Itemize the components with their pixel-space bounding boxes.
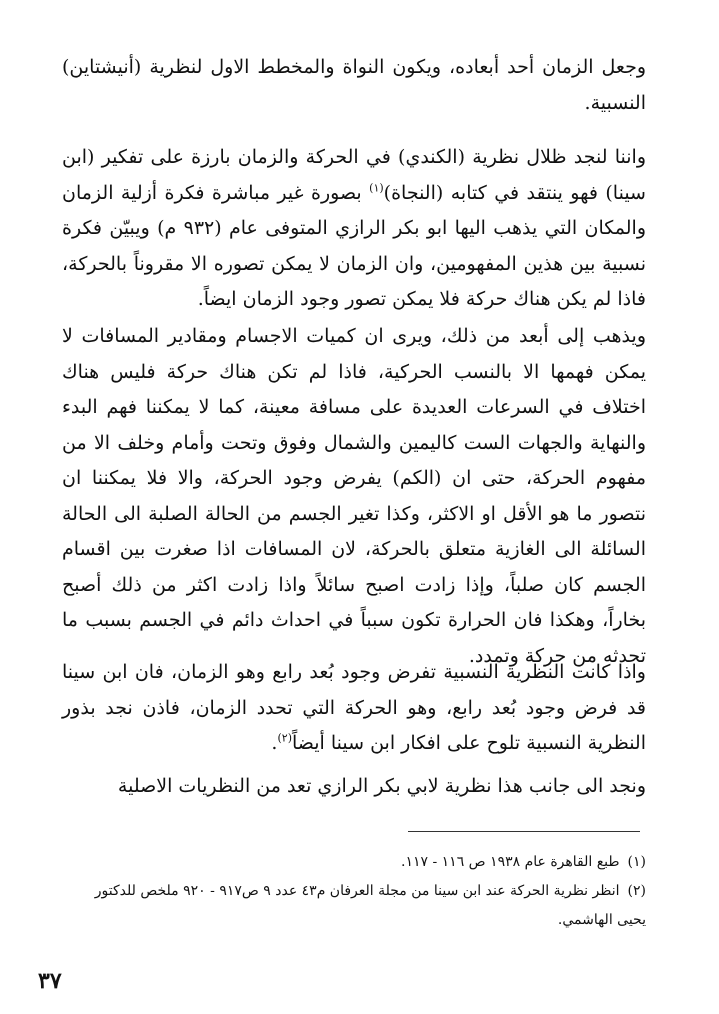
paragraph-4-text-start: واذا كانت النظرية النسبية تفرض وجود بُعد رابع وهو الزمان، فان ابن سينا قد فرض وجود بُعد رابع، وهو الحركة التي تحدد الزمان، فاذن نجد بذور النظرية النسبية تلوح على افكار ابن سينا أيضاً — [62, 661, 646, 754]
paragraph-2-text-start: واننا لنجد ظلال نظرية (الكندي) في الحركة والزمان بارزة على تفكير (ابن سينا) فهو ينتقد في كتابه (النجاة) — [62, 146, 646, 204]
paragraph-2-text-end: بصورة غير مباشرة فكرة أزلية الزمان والمكان التي يذهب اليها ابو بكر الرازي المتوفى عام (٩٣٢ م) ويبيّن فكرة نسبية بين هذين المفهومين، وان الزمان لا يمكن تصوره الا مقروناً بالحركة، فاذا لم يكن هناك حركة فلا يمكن تصور وجود الزمان ايضاً. — [62, 181, 647, 310]
footnote-1-text: طبع القاهرة عام ١٩٣٨ ص ١١٦ - ١١٧. — [401, 854, 620, 870]
paragraph-1 — [62, 50, 646, 121]
paragraph-4-text-end: . — [271, 732, 278, 754]
footnote-1-number: (١) — [627, 854, 646, 870]
footnote-1 — [62, 848, 646, 877]
paragraph-4 — [62, 655, 646, 762]
page-number: ٣٧ — [38, 968, 62, 994]
footnote-2-number: (٢) — [627, 883, 646, 899]
paragraph-1-text: وجعل الزمان أحد أبعاده، ويكون النواة والمخطط الاول لنظرية (أنيشتاين) النسبية. — [62, 56, 646, 114]
paragraph-3-text: ويذهب إلى أبعد من ذلك، ويرى ان كميات الاجسام ومقادير المسافات لا يمكن فهمها الا بالنسب الحركية، فاذا لم تكن هناك حركة فليس هناك اختلاف في السرعات العديدة على مسافة معينة، كما لا يمكننا فهم البدء والنهاية والجهات الست كاليمين والشمال وفوق وتحت وأمام وخلف الا من مفهوم الحركة، حتى ان (الكم) يفرض وجود الحركة، والا فلا يمكننا ان نتصور ما هو الأقل او الاكثر، وكذا تغير الجسم من الحالة الصلبة الى الحالة السائلة الى الغازية متعلق بالحركة، لان المسافات اذا صغرت بين اقسام الجسم كان صلباً، وإذا زادت اصبح سائلاً واذا زادت اكثر من ذلك أصبح بخاراً، وهكذا فان الحرارة تكون سبباً في احداث دائم في الجسم بسبب ما تحدثه من حركة وتمدد. — [62, 325, 646, 667]
footnote-ref-2: (٢) — [277, 731, 292, 745]
footnote-divider — [408, 831, 640, 832]
footnote-2 — [62, 877, 646, 935]
paragraph-3 — [62, 319, 646, 674]
paragraph-5 — [62, 769, 646, 805]
footnote-2-text: انظر نظرية الحركة عند ابن سينا من مجلة العرفان م٤٣ عدد ٩ ص٩١٧ - ٩٢٠ ملخص للدكتور يحيى الهاشمي. — [94, 883, 646, 928]
paragraph-2 — [62, 140, 646, 318]
paragraph-5-text: ونجد الى جانب هذا نظرية لابي بكر الرازي تعد من النظريات الاصلية — [117, 775, 646, 797]
footnote-ref-1: (١) — [369, 181, 384, 195]
